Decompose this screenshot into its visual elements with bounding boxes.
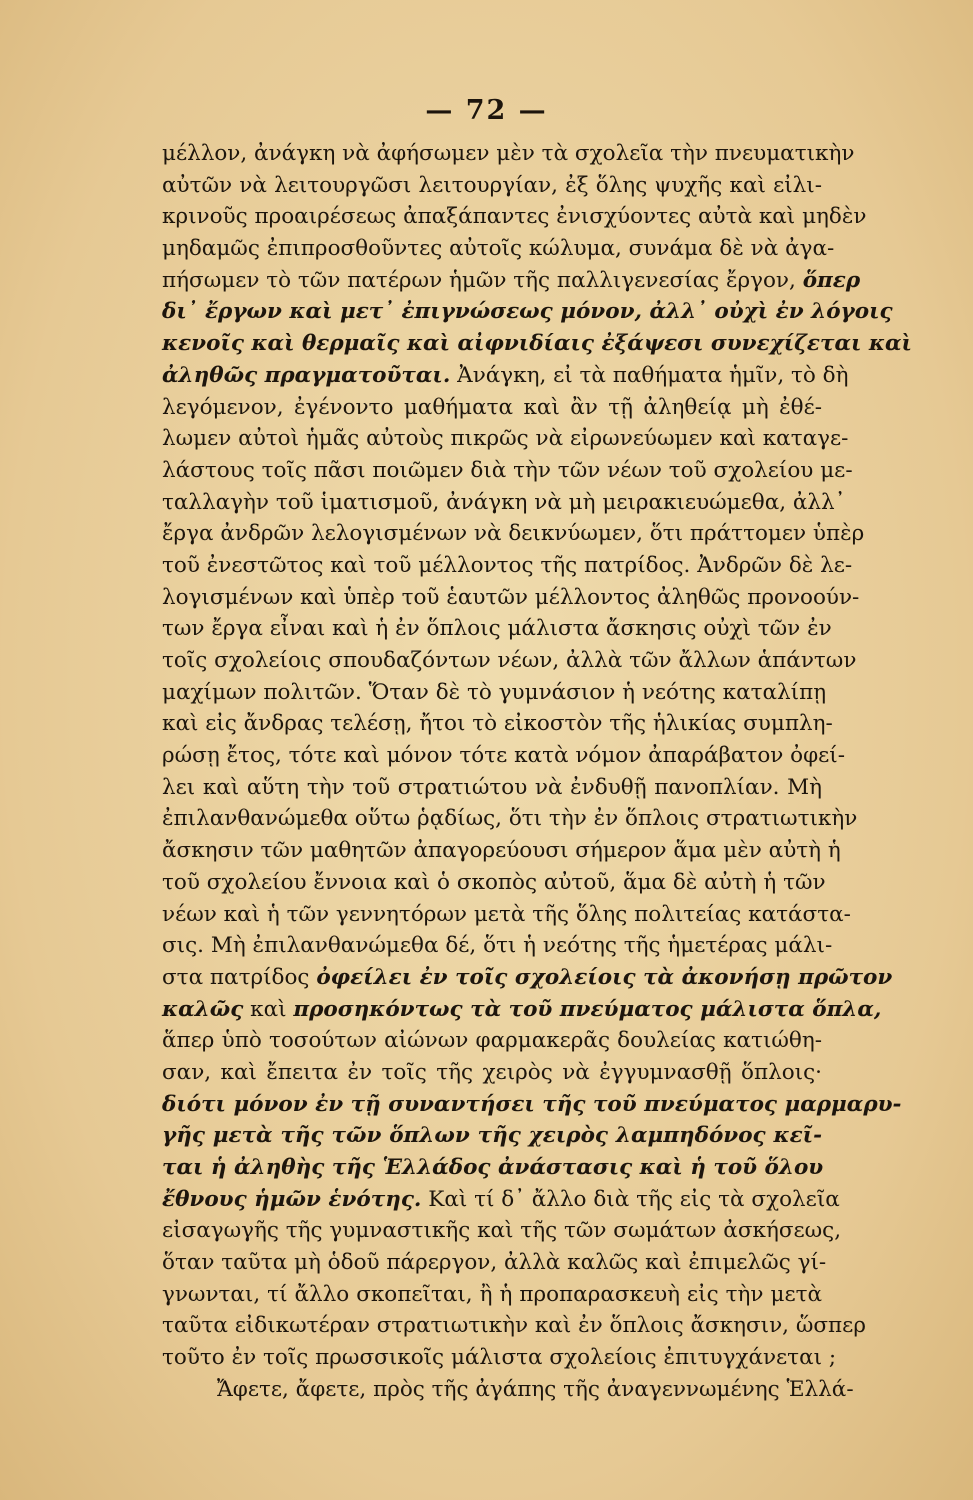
italic-span: κενοῖς καὶ θερμαῖς καὶ αἰφνιδίαις ἐξάψεσι συνεχίζεται καὶ: [162, 331, 912, 357]
italic-span: ὀφείλει ἐν τοῖς σχολείοις τὰ ἀκονήσῃ πρῶτον: [316, 964, 893, 990]
text-span: γνωνται, τί ἄλλο σκοπεῖται, ἢ ἡ προπαρασκευὴ εἰς τὴν μετὰ: [162, 1281, 822, 1307]
text-span: στα πατρίδος: [162, 964, 317, 990]
text-line: [162, 645, 857, 677]
body-text: [162, 138, 912, 1406]
text-span: Ἄφετε, ἄφετε, πρὸς τῆς ἀγάπης τῆς ἀναγεννωμένης Ἑλλά-: [217, 1376, 854, 1402]
text-line: [162, 455, 853, 487]
italic-span: ἔθνους ἡμῶν ἑνότης.: [162, 1186, 422, 1212]
text-line: [162, 518, 865, 550]
text-line: [162, 708, 833, 740]
text-line: [162, 392, 822, 424]
text-line: [162, 201, 867, 233]
text-line: [162, 233, 835, 265]
text-line: [162, 803, 858, 835]
text-span: ἔργα ἀνδρῶν λελογισμένων νὰ δεικνύωμεν, ὅτι πράττομεν ὑπὲρ: [162, 521, 865, 547]
text-line: [162, 1089, 902, 1121]
text-line: [162, 1184, 840, 1216]
text-line: [162, 1215, 842, 1247]
text-line: [162, 1152, 822, 1184]
text-line: [162, 1120, 822, 1152]
text-span: μαχίμων πολιτῶν. Ὅταν δὲ τὸ γυμνάσιον ἡ νεότης καταλίπῃ: [162, 679, 827, 705]
text-span: ταῦτα εἰδικωτέραν στρατιωτικὴν καὶ ἐν ὅπλοις ἄσκησιν, ὥσπερ: [162, 1313, 866, 1339]
italic-span: γῆς μετὰ τῆς τῶν ὅπλων τῆς χειρὸς λαμπηδόνος κεῖ-: [162, 1123, 822, 1149]
text-span: λογισμένων καὶ ὑπὲρ τοῦ ἑαυτῶν μέλλοντος ἀληθῶς προνοούν-: [162, 584, 860, 610]
text-line: [162, 613, 832, 645]
italic-span: καλῶς: [162, 996, 244, 1022]
text-span: πήσωμεν τὸ τῶν πατέρων ἡμῶν τῆς παλλιγενεσίας ἔργον,: [162, 267, 803, 293]
text-line: [162, 550, 853, 582]
text-span: σαν, καὶ ἔπειτα ἐν τοῖς τῆς χειρὸς νὰ ἐγγυμνασθῇ ὅπλοις·: [162, 1059, 822, 1085]
text-span: Ἀνάγκη, εἰ τὰ παθήματα ἡμῖν, τὸ δὴ: [450, 362, 849, 388]
text-span: ὅταν ταῦτα μὴ ὁδοῦ πάρεργον, ἀλλὰ καλῶς καὶ ἐπιμελῶς γί-: [162, 1250, 827, 1276]
text-line: [162, 360, 849, 392]
text-span: λεγόμενον, ἐγένοντο μαθήματα καὶ ἂν τῇ ἀληθείᾳ μὴ ἐθέ-: [162, 394, 822, 420]
text-span: κρινοῦς προαιρέσεως ἀπαξάπαντες ἐνισχύοντες αὐτὰ καὶ μηδὲν: [162, 204, 867, 230]
text-line: [162, 994, 882, 1026]
text-line: [162, 962, 893, 994]
text-line: [162, 867, 826, 899]
italic-span: ἀληθῶς πραγματοῦται.: [162, 362, 451, 388]
text-line: [162, 930, 833, 962]
text-span: αὐτῶν νὰ λειτουργῶσι λειτουργίαν, ἐξ ὅλης ψυχῆς καὶ εἰλι-: [162, 172, 822, 198]
text-span: τοῦ σχολείου ἔννοια καὶ ὁ σκοπὸς αὐτοῦ, ἅμα δὲ αὐτὴ ἡ τῶν: [162, 869, 826, 895]
text-line: [162, 328, 912, 360]
text-span: Καὶ τί δ᾽ ἄλλο διὰ τῆς εἰς τὰ σχολεῖα: [421, 1186, 840, 1212]
text-span: λωμεν αὐτοὶ ἡμᾶς αὐτοὺς πικρῶς νὰ εἰρωνεύωμεν καὶ καταγε-: [162, 426, 849, 452]
text-line: [162, 899, 851, 931]
text-line: [162, 835, 841, 867]
text-line: [162, 138, 855, 170]
page-number: — 72 —: [425, 95, 548, 126]
text-span: ἄσκησιν τῶν μαθητῶν ἀπαγορεύουσι σήμερον ἅμα μὲν αὐτὴ ἡ: [162, 838, 841, 864]
text-line: [162, 677, 827, 709]
text-line: [162, 1310, 866, 1342]
text-line: [162, 1025, 822, 1057]
italic-span: διότι μόνον ἐν τῇ συναντήσει τῆς τοῦ πνεύματος μαρμαρυ-: [162, 1091, 902, 1117]
text-line: [162, 1374, 854, 1406]
text-line: [162, 1057, 822, 1089]
text-line: [162, 265, 861, 297]
text-span: μέλλον, ἀνάγκη νὰ ἀφήσωμεν μὲν τὰ σχολεῖα τὴν πνευματικὴν: [162, 141, 855, 166]
text-span: των ἔργα εἶναι καὶ ἡ ἐν ὅπλοις μάλιστα ἄσκησις οὐχὶ τῶν ἐν: [162, 616, 832, 642]
text-span: ἅπερ ὑπὸ τοσούτων αἰώνων φαρμακερᾶς δουλείας κατιώθη-: [162, 1028, 822, 1054]
text-span: τοῦτο ἐν τοῖς πρωσσικοῖς μάλιστα σχολείοις ἐπιτυγχάνεται ;: [162, 1345, 837, 1371]
text-span: τοῦ ἐνεστῶτος καὶ τοῦ μέλλοντος τῆς πατρίδος. Ἀνδρῶν δὲ λε-: [162, 552, 853, 578]
italic-span: δι᾽ ἔργων καὶ μετ᾽ ἐπιγνώσεως μόνον, ἀλλ᾽ οὐχὶ ἐν λόγοις: [162, 299, 893, 325]
text-span: ἐπιλανθανώμεθα οὕτω ῥᾳδίως, ὅτι τὴν ἐν ὅπλοις στρατιωτικὴν: [162, 806, 858, 832]
text-line: [162, 1279, 822, 1311]
text-line: [162, 1342, 837, 1374]
text-span: καὶ εἰς ἄνδρας τελέσῃ, ἤτοι τὸ εἰκοστὸν τῆς ἡλικίας συμπλη-: [162, 711, 833, 737]
italic-span: ται ἡ ἀληθὴς τῆς Ἑλλάδος ἀνάστασις καὶ ἡ τοῦ ὅλου: [162, 1155, 824, 1180]
text-span: λει καὶ αὕτη τὴν τοῦ στρατιώτου νὰ ἐνδυθῇ πανοπλίαν. Μὴ: [162, 774, 822, 800]
text-line: [162, 740, 846, 772]
text-line: [162, 296, 893, 328]
text-span: ταλλαγὴν τοῦ ἱματισμοῦ, ἀνάγκη νὰ μὴ μειρακιευώμεθα, ἀλλ᾽: [162, 489, 846, 515]
text-span: μηδαμῶς ἐπιπροσθοῦντες αὐτοῖς κώλυμα, συνάμα δὲ νὰ ἀγα-: [162, 236, 835, 262]
text-span: τοῖς σχολείοις σπουδαζόντων νέων, ἀλλὰ τῶν ἄλλων ἁπάντων: [162, 648, 857, 673]
text-span: καὶ: [243, 996, 294, 1022]
text-span: νέων καὶ ἡ τῶν γεννητόρων μετὰ τῆς ὅλης πολιτείας κατάστα-: [162, 901, 851, 927]
text-line: [162, 582, 860, 614]
text-line: [162, 487, 846, 519]
text-line: [162, 772, 822, 804]
italic-span: ὅπερ: [802, 267, 861, 293]
text-line: [162, 1247, 827, 1279]
text-line: [162, 423, 849, 455]
text-line: [162, 170, 822, 202]
text-span: ρώσῃ ἔτος, τότε καὶ μόνον τότε κατὰ νόμον ἀπαράβατον ὀφεί-: [162, 743, 846, 769]
text-span: εἰσαγωγῆς τῆς γυμναστικῆς καὶ τῆς τῶν σωμάτων ἀσκήσεως,: [162, 1218, 842, 1244]
text-span: σις. Μὴ ἐπιλανθανώμεθα δέ, ὅτι ἡ νεότης τῆς ἡμετέρας μάλι-: [162, 933, 833, 959]
text-span: λάστους τοῖς πᾶσι ποιῶμεν διὰ τὴν τῶν νέων τοῦ σχολείου με-: [162, 457, 853, 483]
italic-span: προσηκόντως τὰ τοῦ πνεύματος μάλιστα ὅπλα,: [293, 996, 882, 1022]
